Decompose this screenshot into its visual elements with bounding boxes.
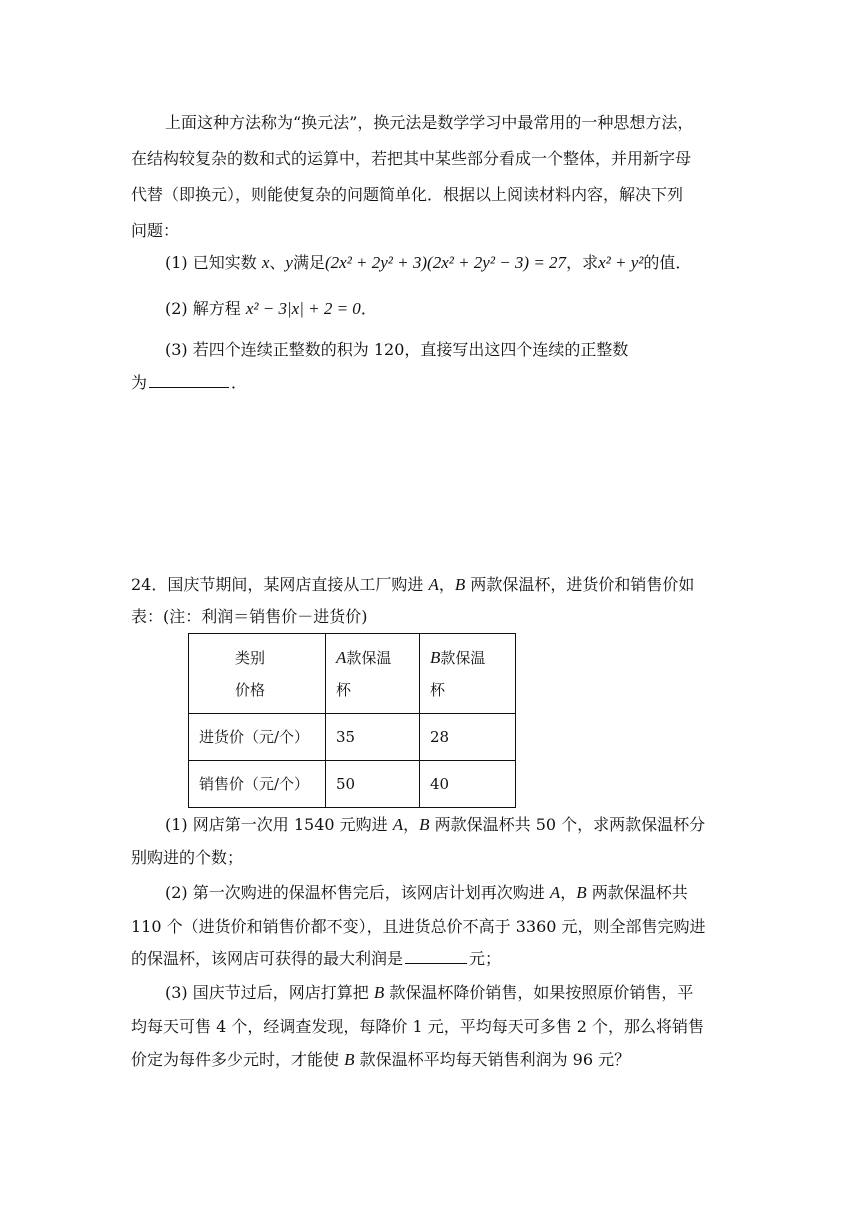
intro-line-4: 问题： xyxy=(131,221,180,240)
header-category-label: 类别 xyxy=(235,648,266,667)
letter-b: B xyxy=(576,883,587,902)
letter-a: A xyxy=(549,883,561,902)
row-a-value: 50 xyxy=(336,775,356,793)
q24-part2-line2: 110 个（进货价和销售价都不变），且进货总价不高于 3360 元，则全部售完购进 xyxy=(131,917,706,936)
q24-part1-line1 xyxy=(165,814,705,836)
q24-part2-text-b: 两款保温杯共 xyxy=(586,883,688,902)
row-b-cell xyxy=(420,761,516,808)
letter-a: A xyxy=(336,647,347,667)
q24-part3-line1 xyxy=(165,982,693,1004)
q24-part3-text-d: 款保温杯平均每天销售利润为 96 元？ xyxy=(354,1050,631,1069)
q23-part1-target: x² + y² xyxy=(598,253,644,272)
q23-part1-mid2: ，求 xyxy=(566,253,599,272)
letter-b: B xyxy=(419,815,430,834)
answer-blank xyxy=(405,949,467,964)
price-table xyxy=(188,633,516,808)
row-b-cell xyxy=(420,714,516,761)
row-b-value: 28 xyxy=(430,728,450,746)
header-cell-b xyxy=(420,634,516,714)
header-a-line2: 杯 xyxy=(336,680,352,699)
header-a-line1 xyxy=(326,642,419,674)
variable-x: x xyxy=(261,253,270,272)
letter-b: B xyxy=(344,1050,355,1069)
q24-part3-line3 xyxy=(131,1049,630,1071)
q24-line1-text: 24．国庆节期间，某网店直接从工厂购进 xyxy=(131,575,429,594)
q23-part1-prefix: (1) 已知实数 xyxy=(165,253,257,272)
header-cell-category xyxy=(189,634,326,714)
q24-part3-text-a: (3) 国庆节过后，网店打算把 xyxy=(165,983,374,1002)
q24-part1-line2: 别购进的个数； xyxy=(131,848,244,867)
header-cell-a xyxy=(326,634,420,714)
comma: ， xyxy=(560,883,577,902)
q24-part2-text-d: 元； xyxy=(469,949,502,968)
q24-line-2: 表：(注：利润＝销售价－进货价) xyxy=(131,607,368,626)
q24-part2-text-a: (2) 第一次购进的保温杯售完后，该网店计划再次购进 xyxy=(165,883,550,902)
q23-part1-mid: 满足 xyxy=(292,253,325,272)
comma: ， xyxy=(403,815,420,834)
intro-line-2: 在结构较复杂的数和式的运算中，若把其中某些部分看成一个整体，并用新字母 xyxy=(131,149,692,168)
letter-b: B xyxy=(430,647,441,667)
q23-part2-suffix: ． xyxy=(360,299,377,318)
q23-part3-line2 xyxy=(131,372,247,394)
header-a-text: 款保温 xyxy=(346,648,392,667)
comma: ， xyxy=(438,575,455,594)
q24-line1-text-b: 两款保温杯，进货价和销售价如 xyxy=(465,575,695,594)
q23-part3-line1: (3) 若四个连续正整数的积为 120，直接写出这四个连续的正整数 xyxy=(165,340,629,359)
q24-part3-text-c: 价定为每件多少元时，才能使 xyxy=(131,1050,345,1069)
row-label-cell xyxy=(189,761,326,808)
header-b-line2: 杯 xyxy=(430,680,446,699)
variable-y: y xyxy=(285,253,293,272)
q23-part2-equation: x² − 3|x| + 2 = 0 xyxy=(245,299,361,318)
intro-line-1: 上面这种方法称为“换元法”，换元法是数学学习中最常用的一种思想方法， xyxy=(165,113,694,132)
row-label: 进货价（元/个） xyxy=(199,728,310,746)
row-a-value: 35 xyxy=(336,728,356,746)
q24-part2-line1 xyxy=(165,882,688,904)
table-row xyxy=(189,761,516,808)
q24-part1-text-b: 两款保温杯共 50 个，求两款保温杯分 xyxy=(429,815,706,834)
intro-line-3: 代替（即换元），则能使复杂的问题简单化．根据以上阅读材料内容，解决下列 xyxy=(131,185,684,204)
q23-part2-prefix: (2) 解方程 xyxy=(165,299,241,318)
row-b-value: 40 xyxy=(430,775,450,793)
row-label: 销售价（元/个） xyxy=(199,775,310,793)
letter-a: A xyxy=(392,815,404,834)
letter-b: B xyxy=(454,575,466,594)
row-label-cell xyxy=(189,714,326,761)
q23-part1 xyxy=(165,252,691,274)
q23-part3-suffix: ． xyxy=(231,373,248,392)
q24-part3-text-b: 款保温杯降价销售，如果按照原价销售，平 xyxy=(384,983,694,1002)
q23-part1-suffix: 的值． xyxy=(643,253,692,272)
letter-b: B xyxy=(373,983,385,1002)
q24-line-1 xyxy=(131,574,694,596)
table-row xyxy=(189,714,516,761)
q24-part3-line2: 均每天可售 4 个，经调查发现，每降价 1 元，平均每天可多售 2 个，那么将销售 xyxy=(131,1017,705,1036)
row-a-cell xyxy=(326,714,420,761)
header-b-text: 款保温 xyxy=(440,648,486,667)
table-header-row xyxy=(189,634,516,714)
separator: 、 xyxy=(269,253,286,272)
q23-part1-equation: (2x² + 2y² + 3)(2x² + 2y² − 3) = 27 xyxy=(324,253,567,272)
q24-part2-line3 xyxy=(131,948,501,970)
letter-a: A xyxy=(428,575,439,594)
header-b-line1 xyxy=(420,642,515,674)
q24-part1-text-a: (1) 网店第一次用 1540 元购进 xyxy=(165,815,393,834)
row-a-cell xyxy=(326,761,420,808)
answer-blank xyxy=(149,373,229,388)
q24-part2-text-c: 的保温杯，该网店可获得的最大利润是 xyxy=(131,949,404,968)
q23-part3-prefix: 为 xyxy=(131,373,148,392)
q23-part2 xyxy=(165,298,377,320)
header-price-label: 价格 xyxy=(235,680,266,699)
